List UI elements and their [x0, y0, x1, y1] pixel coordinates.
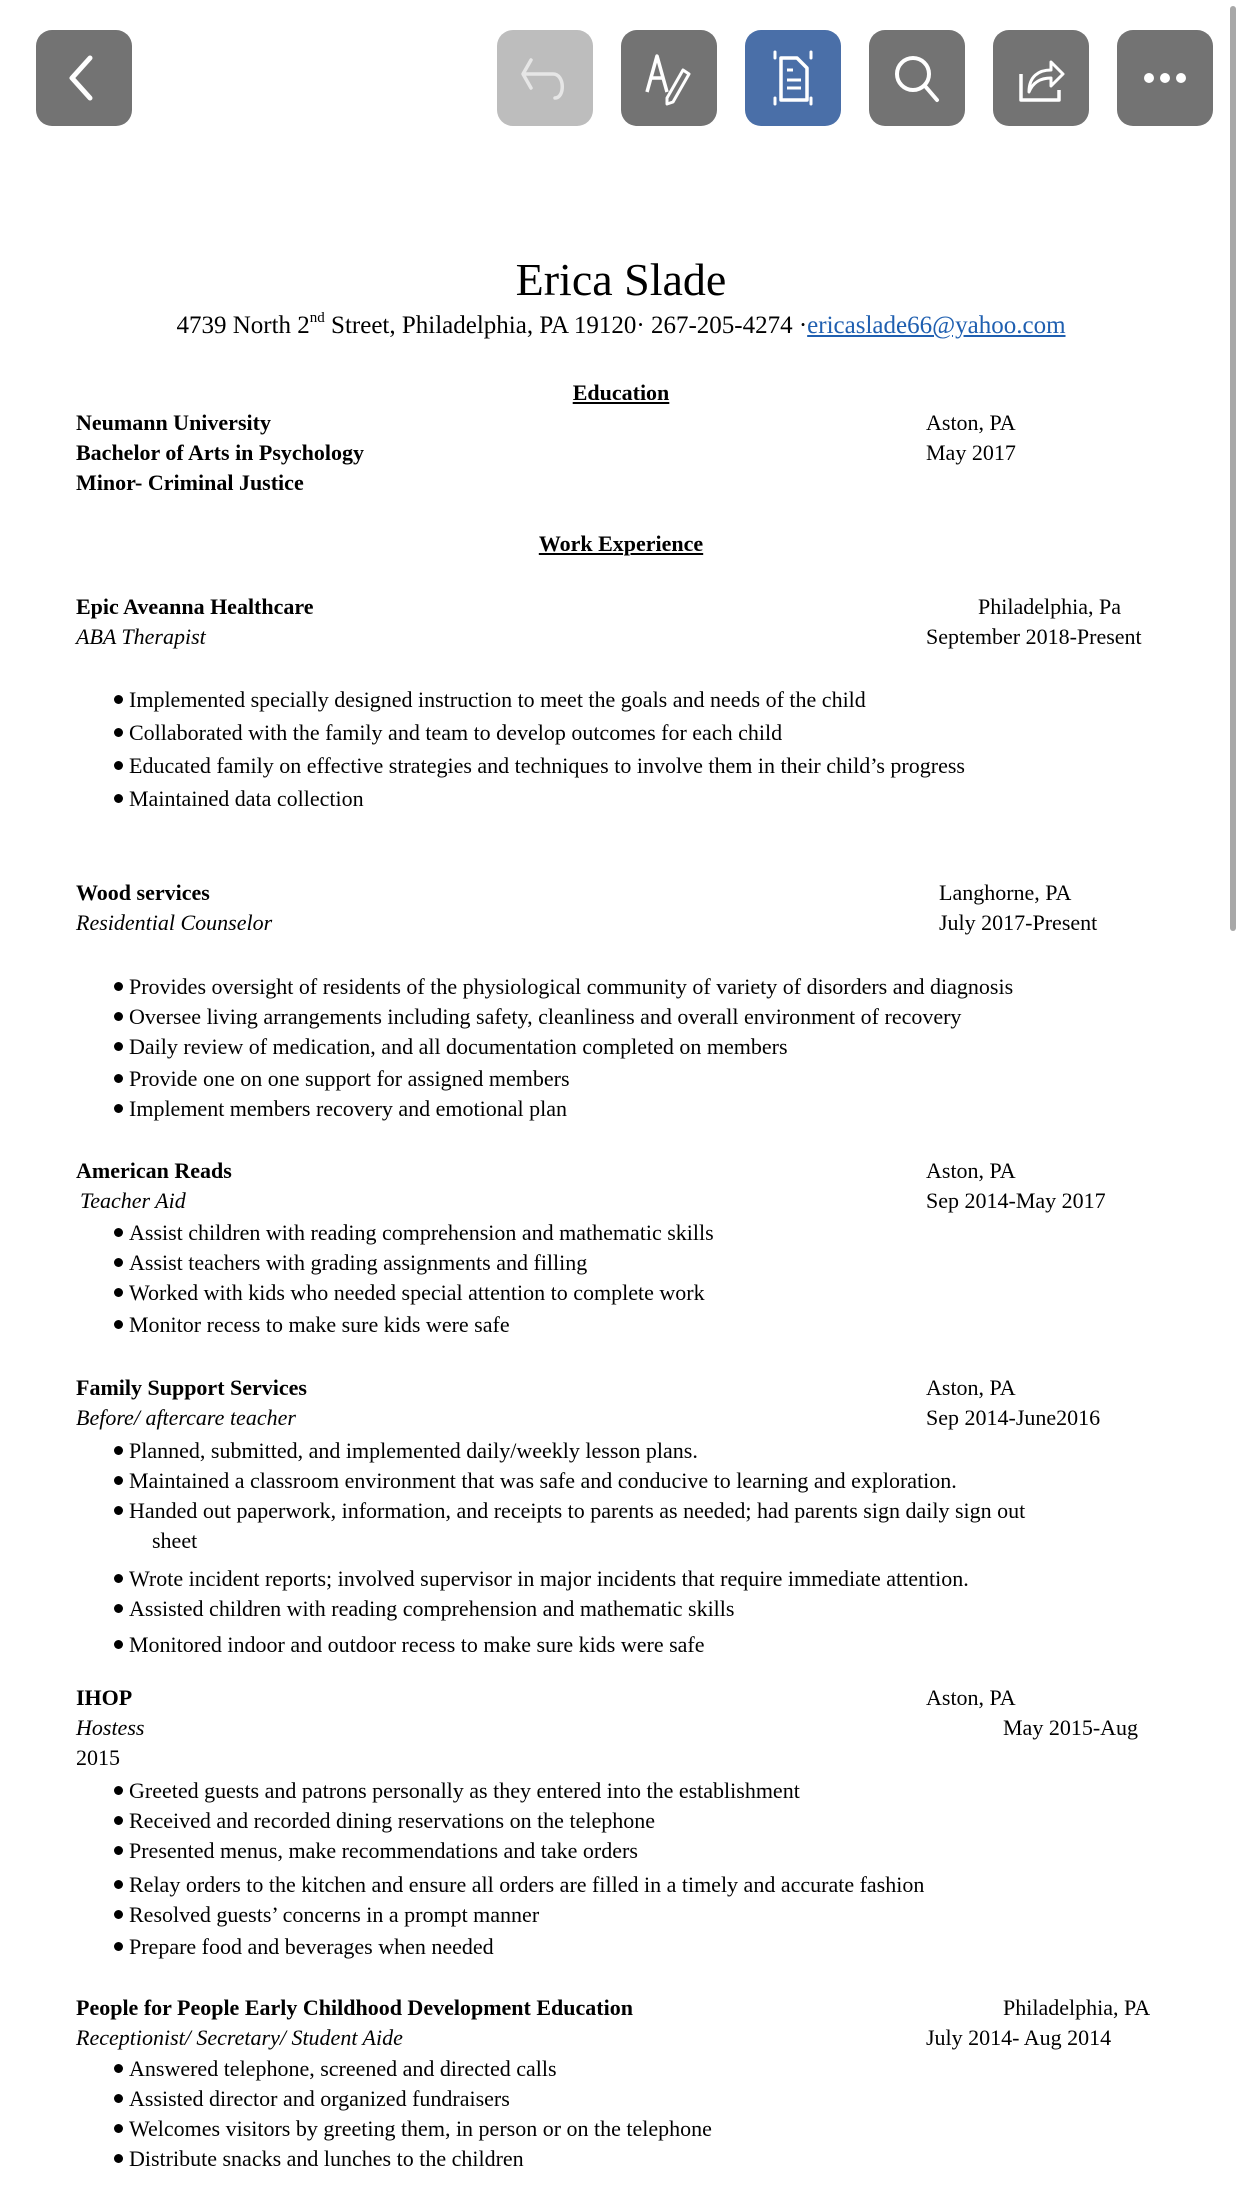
- job-dates: Sep 2014-May 2017: [926, 1188, 1106, 1213]
- job-bullet: Welcomes visitors by greeting them, in person or on the telephone: [114, 2116, 712, 2142]
- job-title: ABA Therapist: [76, 624, 206, 649]
- job-bullet: Daily review of medication, and all documentation completed on members: [114, 1034, 788, 1060]
- job-location: Philadelphia, Pa: [978, 594, 1121, 619]
- job-bullet: Assist children with reading comprehension and mathematic skills: [114, 1220, 714, 1246]
- job-company: Wood services: [76, 880, 210, 905]
- school-location: Aston, PA: [926, 410, 1016, 435]
- markup-button[interactable]: [621, 30, 717, 126]
- contact-line: [0, 312, 1242, 340]
- job-bullet: Maintained data collection: [114, 786, 364, 812]
- job-bullet: Received and recorded dining reservations on the telephone: [114, 1808, 655, 1834]
- school-name: Neumann University: [76, 410, 271, 435]
- chevron-left-icon: [52, 46, 116, 110]
- job-location: Aston, PA: [926, 1685, 1016, 1710]
- job-company: Family Support Services: [76, 1375, 307, 1400]
- minor: Minor- Criminal Justice: [76, 470, 304, 495]
- job-bullet: Assist teachers with grading assignments and filling: [114, 1250, 587, 1276]
- job-dates: July 2014- Aug 2014: [926, 2025, 1112, 2050]
- back-button[interactable]: [36, 30, 132, 126]
- job-bullet: Provides oversight of residents of the physiological community of variety of disorders and diagnosis: [114, 974, 1013, 1000]
- job-dates-wrap: 2015: [76, 1745, 120, 1770]
- job-company: People for People Early Childhood Development Education: [76, 1995, 633, 2020]
- job-title: Residential Counselor: [76, 910, 273, 935]
- job-location: Langhorne, PA: [939, 880, 1072, 905]
- search-button[interactable]: [869, 30, 965, 126]
- job-bullet: Answered telephone, screened and directed calls: [114, 2056, 557, 2082]
- share-arrow-icon: [1009, 46, 1073, 110]
- job-dates: May 2015-Aug: [1003, 1715, 1139, 1740]
- address-phone: Street, Philadelphia, PA 19120· 267-205-4274 ·: [324, 312, 808, 339]
- graduation-date: May 2017: [926, 440, 1016, 465]
- job-title: Receptionist/ Secretary/ Student Aide: [76, 2025, 403, 2050]
- email-link[interactable]: ericaslade66@yahoo.com: [807, 312, 1066, 339]
- job-bullet: Maintained a classroom environment that was safe and conducive to learning and exploration.: [114, 1468, 957, 1494]
- job-bullet: Planned, submitted, and implemented daily/weekly lesson plans.: [114, 1438, 698, 1464]
- job-bullet: Worked with kids who needed special attention to complete work: [114, 1280, 705, 1306]
- job-company: American Reads: [76, 1158, 232, 1183]
- undo-button[interactable]: [497, 30, 593, 126]
- job-bullet: Distribute snacks and lunches to the children: [114, 2146, 524, 2172]
- resume-name: Erica Slade: [515, 254, 727, 305]
- job-bullet: Collaborated with the family and team to develop outcomes for each child: [114, 720, 782, 746]
- job-bullet: Presented menus, make recommendations and take orders: [114, 1838, 638, 1864]
- job-title: Teacher Aid: [80, 1188, 186, 1213]
- reader-view-button[interactable]: [745, 30, 841, 126]
- education-heading: Education: [572, 380, 670, 405]
- document-view-icon: [761, 46, 825, 110]
- job-location: Philadelphia, PA: [1003, 1995, 1151, 2020]
- job-bullet: Resolved guests’ concerns in a prompt manner: [114, 1902, 539, 1928]
- job-bullet: Prepare food and beverages when needed: [114, 1934, 494, 1960]
- work-experience-heading: Work Experience: [538, 531, 704, 556]
- magnifier-icon: [885, 46, 949, 110]
- job-bullet: Handed out paperwork, information, and receipts to parents as needed; had parents sign daily sign out sheet: [114, 1498, 1025, 1554]
- job-dates: September 2018-Present: [926, 624, 1142, 649]
- ordinal-suffix: nd: [309, 310, 325, 326]
- job-company: IHOP: [76, 1685, 133, 1710]
- text-markup-pencil-icon: [637, 46, 701, 110]
- degree: Bachelor of Arts in Psychology: [76, 440, 365, 465]
- job-title: Before/ aftercare teacher: [76, 1405, 296, 1430]
- job-bullet: Assisted director and organized fundraisers: [114, 2086, 510, 2112]
- job-bullet: Educated family on effective strategies and techniques to involve them in their child’s progress: [114, 753, 965, 779]
- job-title: Hostess: [76, 1715, 145, 1740]
- job-bullet: Greeted guests and patrons personally as they entered into the establishment: [114, 1778, 800, 1804]
- more-button[interactable]: [1117, 30, 1213, 126]
- job-bullet: Implemented specially designed instruction to meet the goals and needs of the child: [114, 687, 866, 713]
- job-company: Epic Aveanna Healthcare: [76, 594, 314, 619]
- job-location: Aston, PA: [926, 1158, 1016, 1183]
- job-bullet: Implement members recovery and emotional plan: [114, 1096, 567, 1122]
- address: 4739 North 2: [176, 312, 310, 339]
- job-bullet: Assisted children with reading comprehension and mathematic skills: [114, 1596, 734, 1622]
- job-bullet: Monitor recess to make sure kids were safe: [114, 1312, 510, 1338]
- job-bullet: Oversee living arrangements including safety, cleanliness and overall environment of recovery: [114, 1004, 961, 1030]
- undo-icon: [513, 46, 577, 110]
- job-bullet: Provide one on one support for assigned members: [114, 1066, 570, 1092]
- job-bullet: Relay orders to the kitchen and ensure all orders are filled in a timely and accurate fashion: [114, 1872, 924, 1898]
- job-location: Aston, PA: [926, 1375, 1016, 1400]
- job-bullet: Monitored indoor and outdoor recess to make sure kids were safe: [114, 1632, 705, 1658]
- job-dates: July 2017-Present: [939, 910, 1098, 935]
- share-button[interactable]: [993, 30, 1089, 126]
- ellipsis-icon: [1133, 46, 1197, 110]
- job-dates: Sep 2014-June2016: [926, 1405, 1101, 1430]
- vertical-scrollbar[interactable]: [1230, 6, 1236, 931]
- job-bullet: Wrote incident reports; involved supervisor in major incidents that require immediate attention.: [114, 1566, 969, 1592]
